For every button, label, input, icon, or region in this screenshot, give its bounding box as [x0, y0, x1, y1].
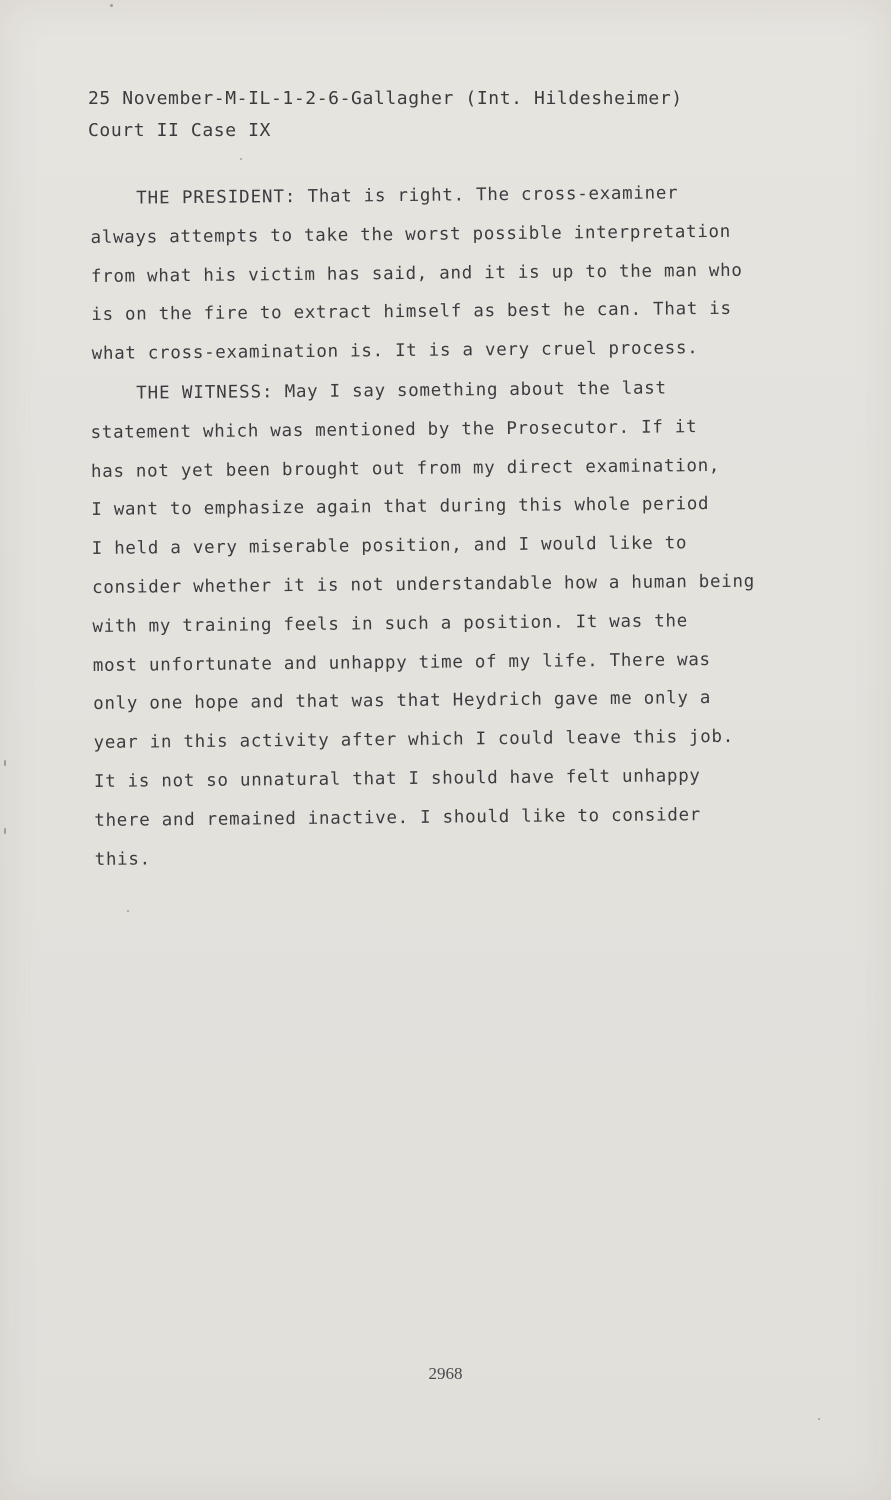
- speech-line: [90, 368, 790, 414]
- speech-line: It is not so unnatural that I should have felt unhappy: [93, 766, 701, 792]
- speech-text: May I say something about the last: [284, 378, 667, 403]
- speaker-label: THE PRESIDENT:: [136, 187, 297, 209]
- speech-line: [90, 173, 790, 219]
- speech-line: I want to emphasize again that during this whole period: [91, 494, 710, 521]
- speaker-label: THE WITNESS:: [136, 382, 274, 404]
- header-court-line: Court II Case IX: [88, 120, 271, 141]
- speech-line: only one hope and that was that Heydrich gave me only a: [93, 688, 712, 715]
- speech-line: has not yet been brought out from my direct examination,: [90, 455, 721, 482]
- speech-line: is on the fire to extract himself as best he can. That is: [91, 299, 732, 326]
- witness-statement: [90, 368, 795, 879]
- speech-line: most unfortunate and unhappy time of my life. There was: [92, 649, 711, 676]
- speech-line: this.: [94, 849, 151, 870]
- speech-line: from what his victim has said, and it is up to the man who: [90, 260, 743, 287]
- paper-speck: [4, 828, 6, 834]
- page-number: 2968: [428, 1364, 463, 1383]
- speech-line: what cross-examination is. It is a very cruel process.: [91, 338, 699, 365]
- speech-line: always attempts to take the worst possible interpretation: [90, 221, 732, 248]
- paper-speck: [818, 1418, 820, 1420]
- speech-line: consider whether it is not understandable how a human being: [91, 571, 756, 598]
- header-reference-line: 25 November-M-IL-1-2-6-Gallagher (Int. Hildesheimer): [88, 88, 683, 109]
- speech-text: That is right. The cross-examiner: [307, 183, 679, 207]
- paper-speck: [240, 158, 242, 160]
- speech-line: there and remained inactive. I should like to consider: [94, 804, 702, 831]
- speech-line: statement which was mentioned by the Prosecutor. If it: [90, 416, 698, 443]
- president-statement: [90, 173, 792, 374]
- paper-speck: [110, 4, 113, 7]
- paper-speck: [4, 760, 6, 766]
- speech-line: I held a very miserable position, and I would like to: [91, 533, 688, 560]
- paper-speck: [127, 910, 129, 912]
- speech-line: with my training feels in such a position. It was the: [92, 611, 689, 637]
- speech-line: year in this activity after which I could leave this job.: [93, 727, 735, 754]
